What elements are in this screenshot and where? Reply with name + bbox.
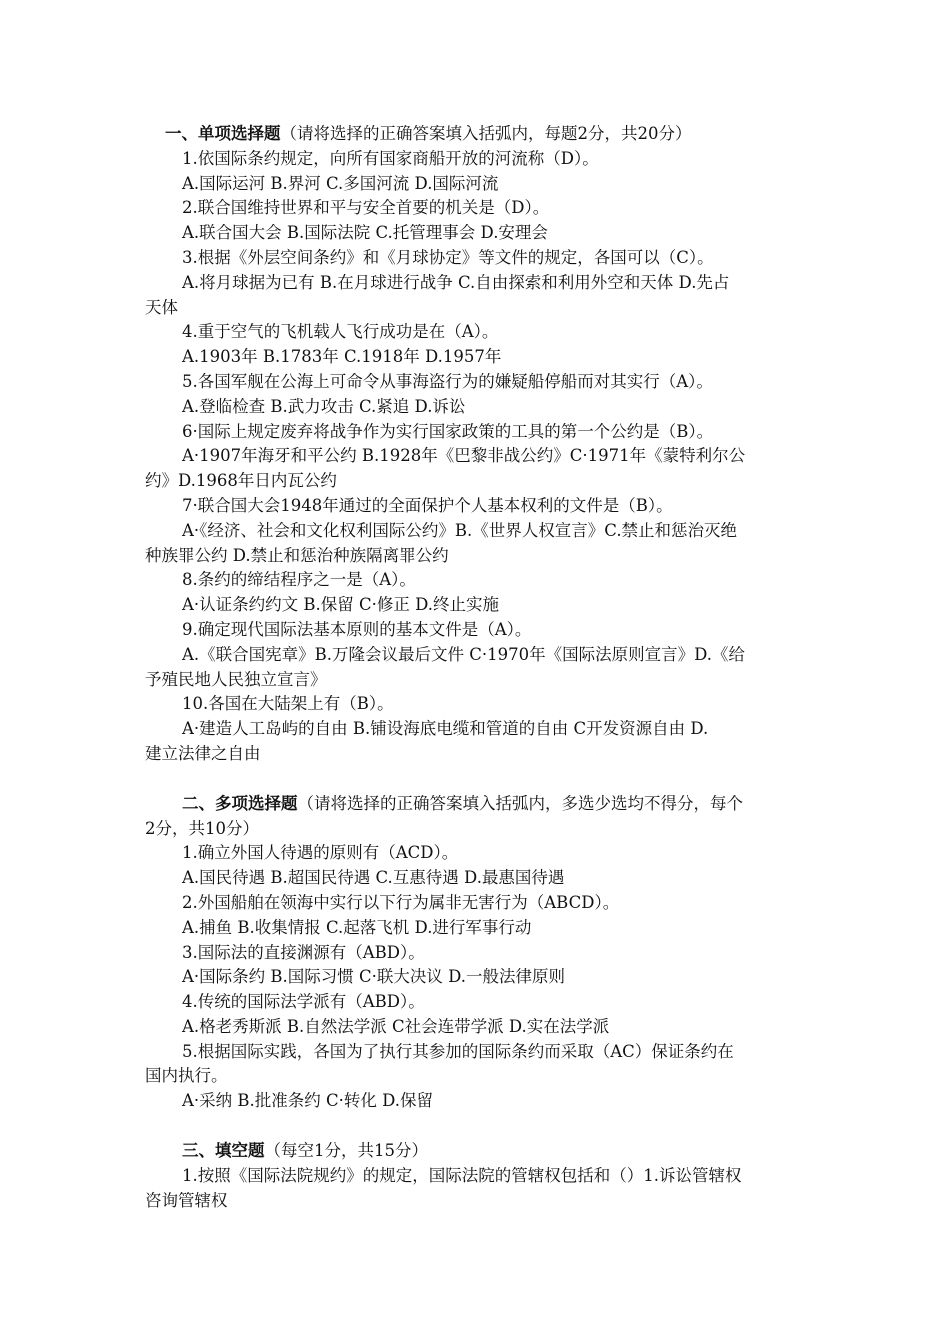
section1-heading: 一、单项选择题: [165, 124, 281, 143]
text-line: 9.确定现代国际法基本原则的基本文件是（A）。: [182, 619, 532, 639]
section-gap: [145, 767, 810, 792]
text-line: A.《联合国宪章》B.万隆会议最后文件 C·1970年《国际法原则宣言》D.《给: [182, 644, 746, 664]
section1-note: （请将选择的正确答案填入括弧内，每题2分，共20分）: [280, 124, 692, 143]
section1-heading-line: [145, 122, 810, 147]
text-line: 1.按照《国际法院规约》的规定，国际法院的管辖权包括和（）1.诉讼管辖权: [182, 1165, 742, 1185]
text-line: 3.根据《外层空间条约》和《月球协定》等文件的规定，各国可以（C）。: [182, 247, 714, 267]
text-line: 4.传统的国际法学派有（ABD）。: [182, 992, 425, 1012]
text-line: 4.重于空气的飞机载人飞行成功是在（A）。: [182, 322, 499, 342]
text-line: 1.依国际条约规定，向所有国家商船开放的河流称（D）。: [182, 148, 599, 168]
text-line: A.捕鱼 B.收集情报 C.起落飞机 D.进行军事行动: [182, 917, 532, 937]
section2-body: [145, 841, 810, 1114]
text-line: A.1903年 B.1783年 C.1918年 D.1957年: [182, 347, 502, 367]
section2-heading-line: [145, 792, 810, 817]
text-line: A·认证条约约文 B.保留 C·修正 D.终止实施: [182, 595, 500, 615]
text-line: A.登临检查 B.武力攻击 C.紧追 D.诉讼: [182, 396, 466, 416]
section2-note: （请将选择的正确答案填入括弧内，多选少选均不得分，每个: [297, 793, 743, 813]
section3-heading: 三、填空题: [182, 1141, 265, 1161]
text-line: A.国民待遇 B.超国民待遇 C.互惠待遇 D.最惠国待遇: [182, 868, 565, 888]
section2-note-cont: 2分，共10分）: [145, 818, 259, 838]
section1-body: [145, 147, 810, 767]
text-line: 国内执行。: [145, 1066, 228, 1086]
text-line: A·建造人工岛屿的自由 B.铺设海底电缆和管道的自由 C开发资源自由 D.: [182, 719, 709, 739]
text-line: A.格老秀斯派 B.自然法学派 C社会连带学派 D.实在法学派: [182, 1016, 610, 1036]
text-line: 2.外国船舶在领海中实行以下行为属非无害行为（ABCD）。: [182, 892, 620, 912]
text-line: 10.各国在大陆架上有（B）。: [182, 694, 394, 714]
section3-body: [145, 1164, 810, 1214]
text-line: 建立法律之自由: [145, 743, 261, 763]
text-line: 6·国际上规定废弃将战争作为实行国家政策的工具的第一个公约是（B）。: [182, 421, 714, 441]
text-line: A.联合国大会 B.国际法院 C.托管理事会 D.安理会: [182, 223, 548, 243]
text-line: 5.各国军舰在公海上可命令从事海盗行为的嫌疑船停船而对其实行（A）。: [182, 371, 713, 391]
section3-heading-line: [145, 1139, 810, 1164]
text-line: 予殖民地人民独立宣言》: [145, 669, 327, 689]
text-line: 7·联合国大会1948年通过的全面保护个人基本权利的文件是（B）。: [182, 495, 673, 515]
section2-heading: 二、多项选择题: [182, 793, 298, 813]
text-line: 8.条约的缔结程序之一是（A）。: [182, 570, 416, 590]
text-line: 1.确立外国人待遇的原则有（ACD）。: [182, 843, 459, 863]
section-gap: [145, 1114, 810, 1139]
text-line: 5.根据国际实践，各国为了执行其参加的国际条约而采取（AC）保证条约在: [182, 1041, 734, 1061]
text-line: 天体: [145, 297, 178, 317]
text-line: 2.联合国维持世界和平与安全首要的机关是（D）。: [182, 198, 550, 218]
text-line: A.国际运河 B.界河 C.多国河流 D.国际河流: [182, 173, 499, 193]
text-line: A·采纳 B.批准条约 C·转化 D.保留: [182, 1091, 434, 1111]
text-line: 3.国际法的直接渊源有（ABD）。: [182, 942, 425, 962]
section3-note: （每空1分，共15分）: [264, 1141, 428, 1161]
text-line: A·1907年海牙和平公约 B.1928年《巴黎非战公约》C·1971年《蒙特利尔公: [182, 446, 746, 466]
text-line: 咨询管辖权: [145, 1190, 228, 1210]
text-line: A·国际条约 B.国际习惯 C·联大决议 D.一般法律原则: [182, 967, 566, 987]
text-line: 约》D.1968年日内瓦公约: [145, 471, 337, 491]
text-line: A.将月球据为已有 B.在月球进行战争 C.自由探索和利用外空和天体 D.先占: [182, 272, 730, 292]
text-line: A·《经济、社会和文化权利国际公约》B.《世界人权宣言》C.禁止和惩治灭绝: [182, 520, 738, 540]
text-line: 种族罪公约 D.禁止和惩治种族隔离罪公约: [145, 545, 449, 565]
